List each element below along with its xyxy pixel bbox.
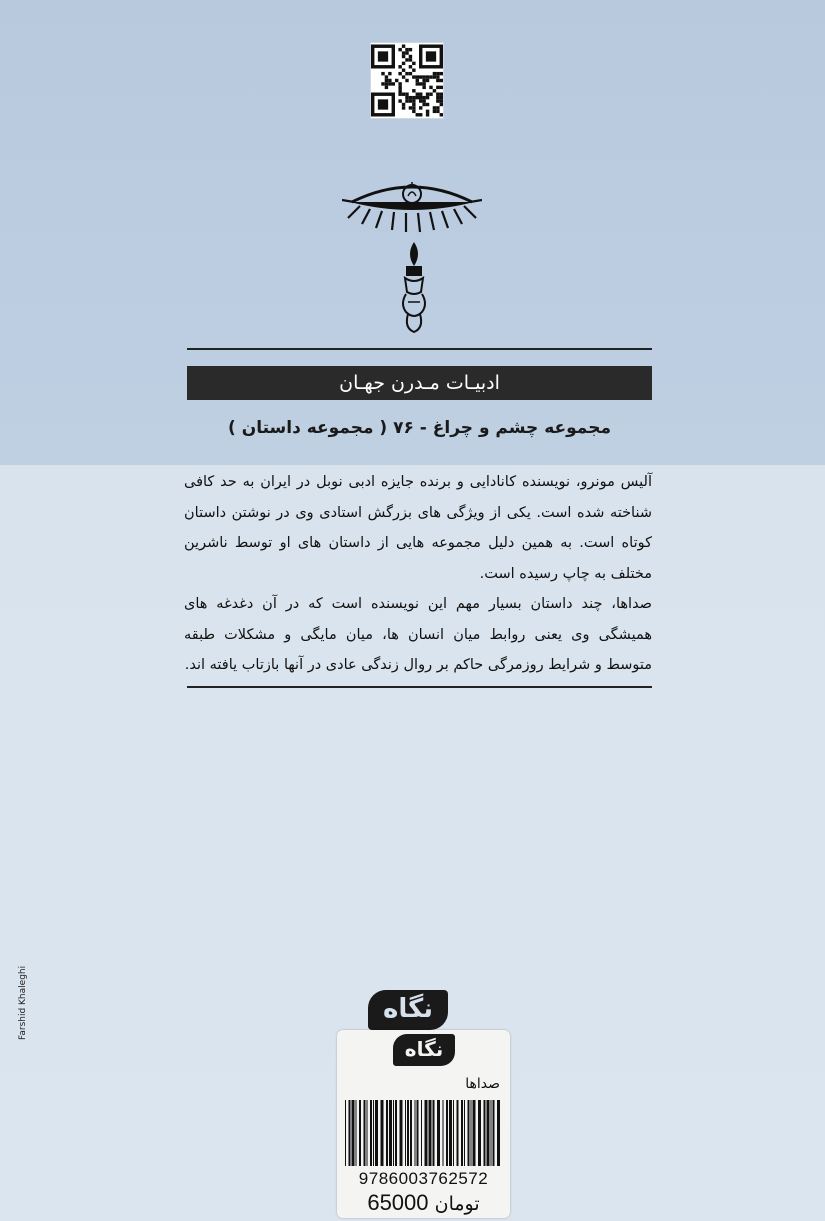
barcode-icon <box>343 1100 504 1170</box>
qr-code-icon <box>370 42 444 119</box>
price-sticker <box>337 1030 510 1218</box>
sticker-book-title: صداها <box>465 1076 500 1092</box>
lamp-emblem-icon <box>396 240 432 340</box>
price-value: 65000 <box>367 1190 429 1215</box>
blurb-text <box>184 467 652 681</box>
top-rule <box>187 348 652 350</box>
designer-credit: Farshid Khaleghi <box>18 965 28 1040</box>
bottom-rule <box>187 686 652 688</box>
price-label <box>337 1190 510 1216</box>
eye-emblem-icon <box>342 178 482 238</box>
isbn-number: 9786003762572 <box>358 1169 489 1188</box>
blurb-paragraph-1: آلیس مونرو، نویسنده کانادایی و برنده جایزه ادبی نوبل در ایران به حد کافی شناخته شده است. یکی از ویژگی های بزرگش استادی وی در نوشتن داستان کوتاه است. به همین دلیل مجموعه هایی از داستان های او توسط ناشرین مختلف به چاپ رسیده است. <box>184 474 652 582</box>
price-currency: تومان <box>434 1193 480 1215</box>
publisher-logo-icon: نگاه <box>368 990 448 1030</box>
series-title: ادبیـات مـدرن جهـان <box>187 366 652 400</box>
blurb-paragraph-2: صداها، چند داستان بسیار مهم این نویسنده است که در آن دغدغه های همیشگی وی یعنی روابط میان انسان ها، میان مایگی و مشکلات طبقه متوسط و شرایط روزمرگی حاکم بر روال زندگی عادی در آنها بازتاب یافته اند. <box>184 596 652 673</box>
sticker-publisher-logo-icon: نگاه <box>393 1034 455 1066</box>
series-subtitle: مجموعه چشم و چراغ - ۷۶ ( مجموعه داستان ) <box>228 418 611 438</box>
